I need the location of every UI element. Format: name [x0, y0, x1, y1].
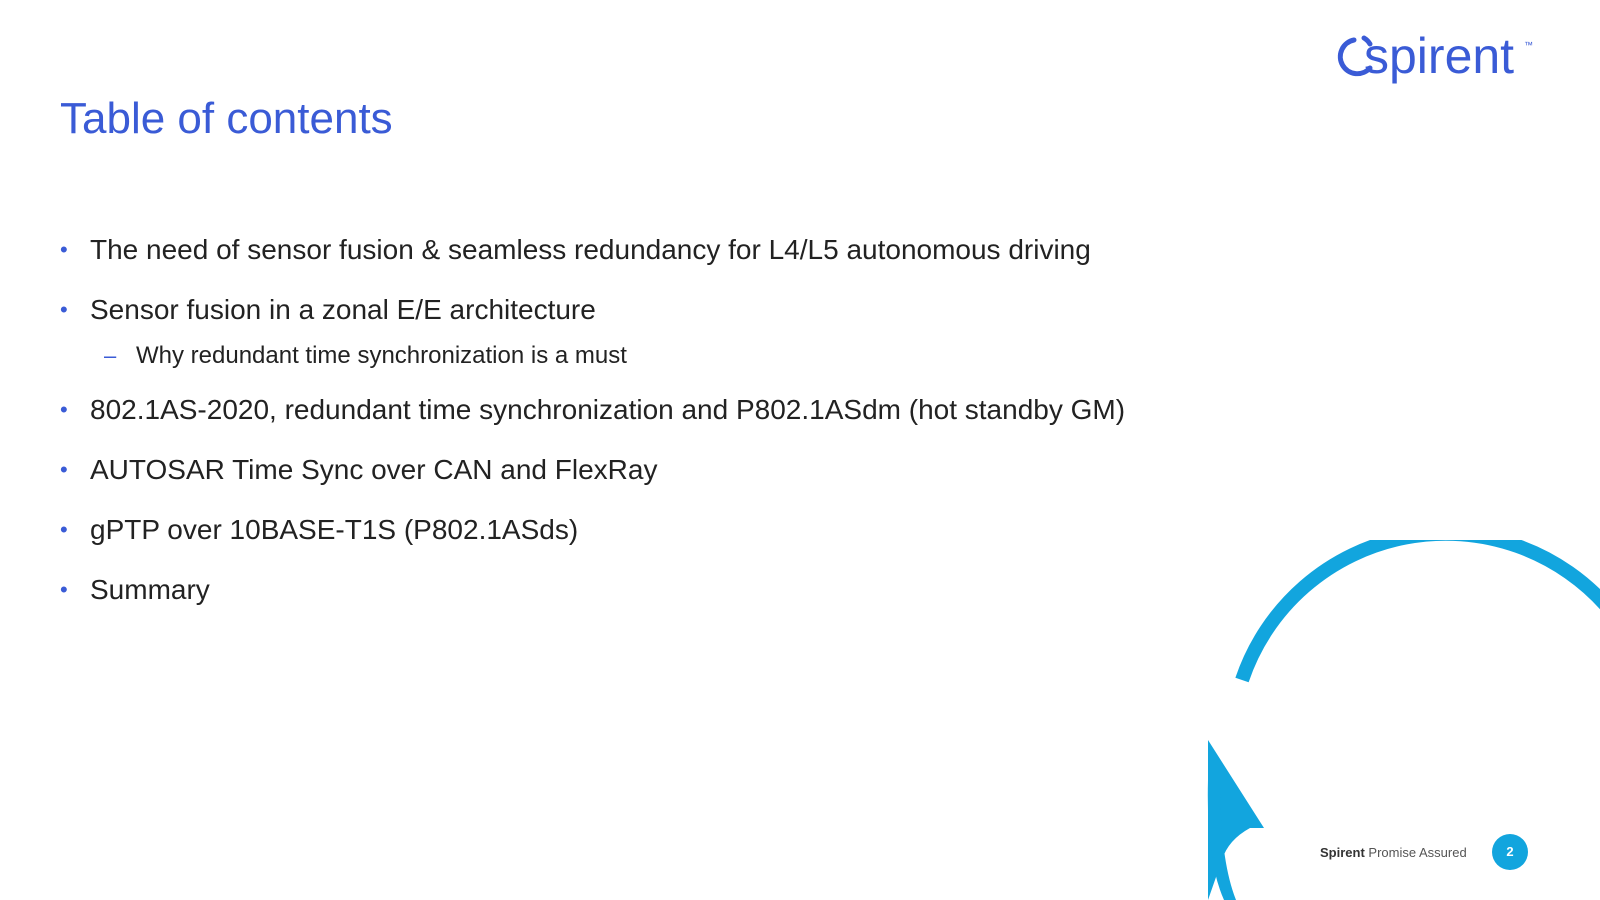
toc-item — [56, 392, 1256, 428]
bullet-icon: • — [60, 457, 68, 482]
spirent-logo-icon — [1330, 28, 1570, 92]
table-of-contents-list — [56, 232, 1256, 608]
toc-item-text: 802.1AS-2020, redundant time synchronization and P802.1ASdm (hot standby GM) — [90, 394, 1126, 425]
bullet-icon: • — [60, 397, 68, 422]
bullet-icon: • — [60, 297, 68, 322]
toc-item-text: gPTP over 10BASE-T1S (P802.1ASds) — [90, 514, 579, 545]
toc-item — [56, 232, 1256, 268]
logo-wordmark: spirent — [1364, 28, 1515, 84]
toc-item — [56, 452, 1256, 488]
footer-brand: Spirent — [1320, 845, 1365, 860]
slide-title: Table of contents — [60, 94, 393, 143]
dash-icon: – — [104, 343, 117, 368]
toc-subitem — [56, 340, 1256, 372]
toc-item-text: Sensor fusion in a zonal E/E architecture — [90, 294, 596, 325]
footer — [1320, 841, 1467, 865]
toc-subitem-text: Why redundant time synchronization is a must — [136, 342, 627, 369]
toc-item-text: AUTOSAR Time Sync over CAN and FlexRay — [90, 454, 658, 485]
bullet-icon: • — [60, 517, 68, 542]
toc-item — [56, 572, 1256, 608]
logo-trademark: ™ — [1524, 40, 1533, 50]
toc-item-text: Summary — [90, 574, 210, 605]
bullet-icon: • — [60, 237, 68, 262]
page-number-badge: 2 — [1492, 834, 1528, 870]
toc-item — [56, 512, 1256, 548]
toc-item — [56, 292, 1256, 328]
toc-item-text: The need of sensor fusion & seamless redundancy for L4/L5 autonomous driving — [90, 234, 1091, 265]
bullet-icon: • — [60, 577, 68, 602]
footer-tagline: Promise Assured — [1368, 845, 1467, 860]
